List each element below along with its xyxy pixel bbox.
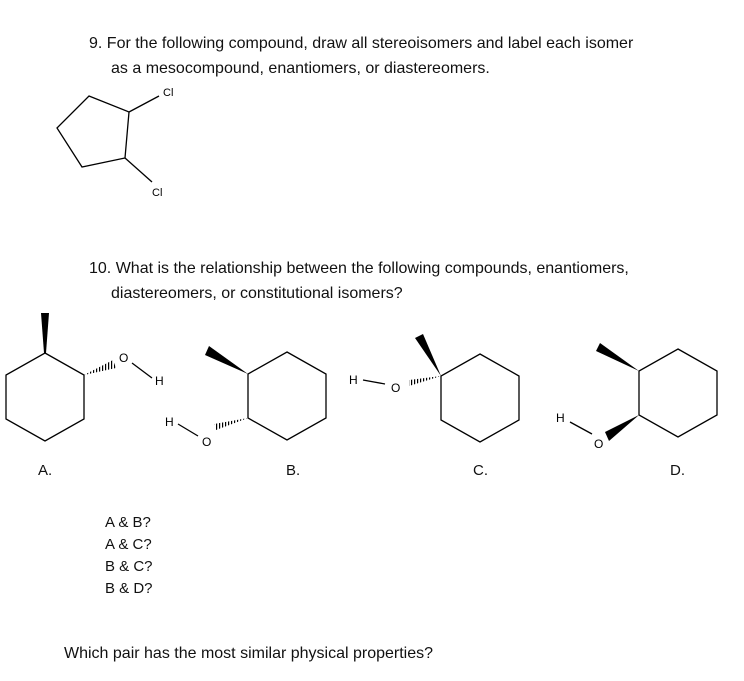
chlorine-bottom-label: Cl [152, 187, 163, 199]
chlorine-top-label: Cl [163, 87, 174, 99]
pair-b-c: B & C? [105, 558, 153, 575]
label-d: D. [670, 462, 685, 479]
compound-d-hydrogen: H [556, 411, 565, 425]
question-10-line-1: 10. What is the relationship between the following compounds, enantiomers, [89, 260, 629, 277]
compound-a-hydrogen: H [155, 374, 164, 388]
compound-d-structure [570, 343, 717, 441]
compound-a-oxygen: O [119, 351, 129, 365]
compound-d-oxygen: O [594, 437, 604, 451]
question-9-line-1: 9. For the following compound, draw all stereoisomers and label each isomer [89, 35, 634, 52]
question-10-line-2: diastereomers, or constitutional isomers? [111, 285, 403, 302]
compound-b-structure [178, 346, 326, 440]
final-question: Which pair has the most similar physical properties? [64, 645, 434, 662]
compound-c-structure [363, 334, 519, 442]
compound-c-hydrogen: H [349, 373, 358, 387]
label-c: C. [473, 462, 488, 479]
compound-a-structure [6, 313, 152, 441]
pair-a-c: A & C? [105, 536, 152, 553]
compound-b-oxygen: O [202, 435, 212, 449]
label-a: A. [38, 462, 53, 479]
compound-c-oxygen: O [391, 381, 401, 395]
pair-options [105, 512, 153, 600]
question-9-line-2: as a mesocompound, enantiomers, or diastereomers. [111, 60, 490, 77]
label-b: B. [286, 462, 301, 479]
cyclopentane-structure [57, 96, 159, 182]
compound-b-hydrogen: H [165, 415, 174, 429]
pair-b-d: B & D? [105, 580, 153, 597]
pair-a-b: A & B? [105, 514, 151, 531]
